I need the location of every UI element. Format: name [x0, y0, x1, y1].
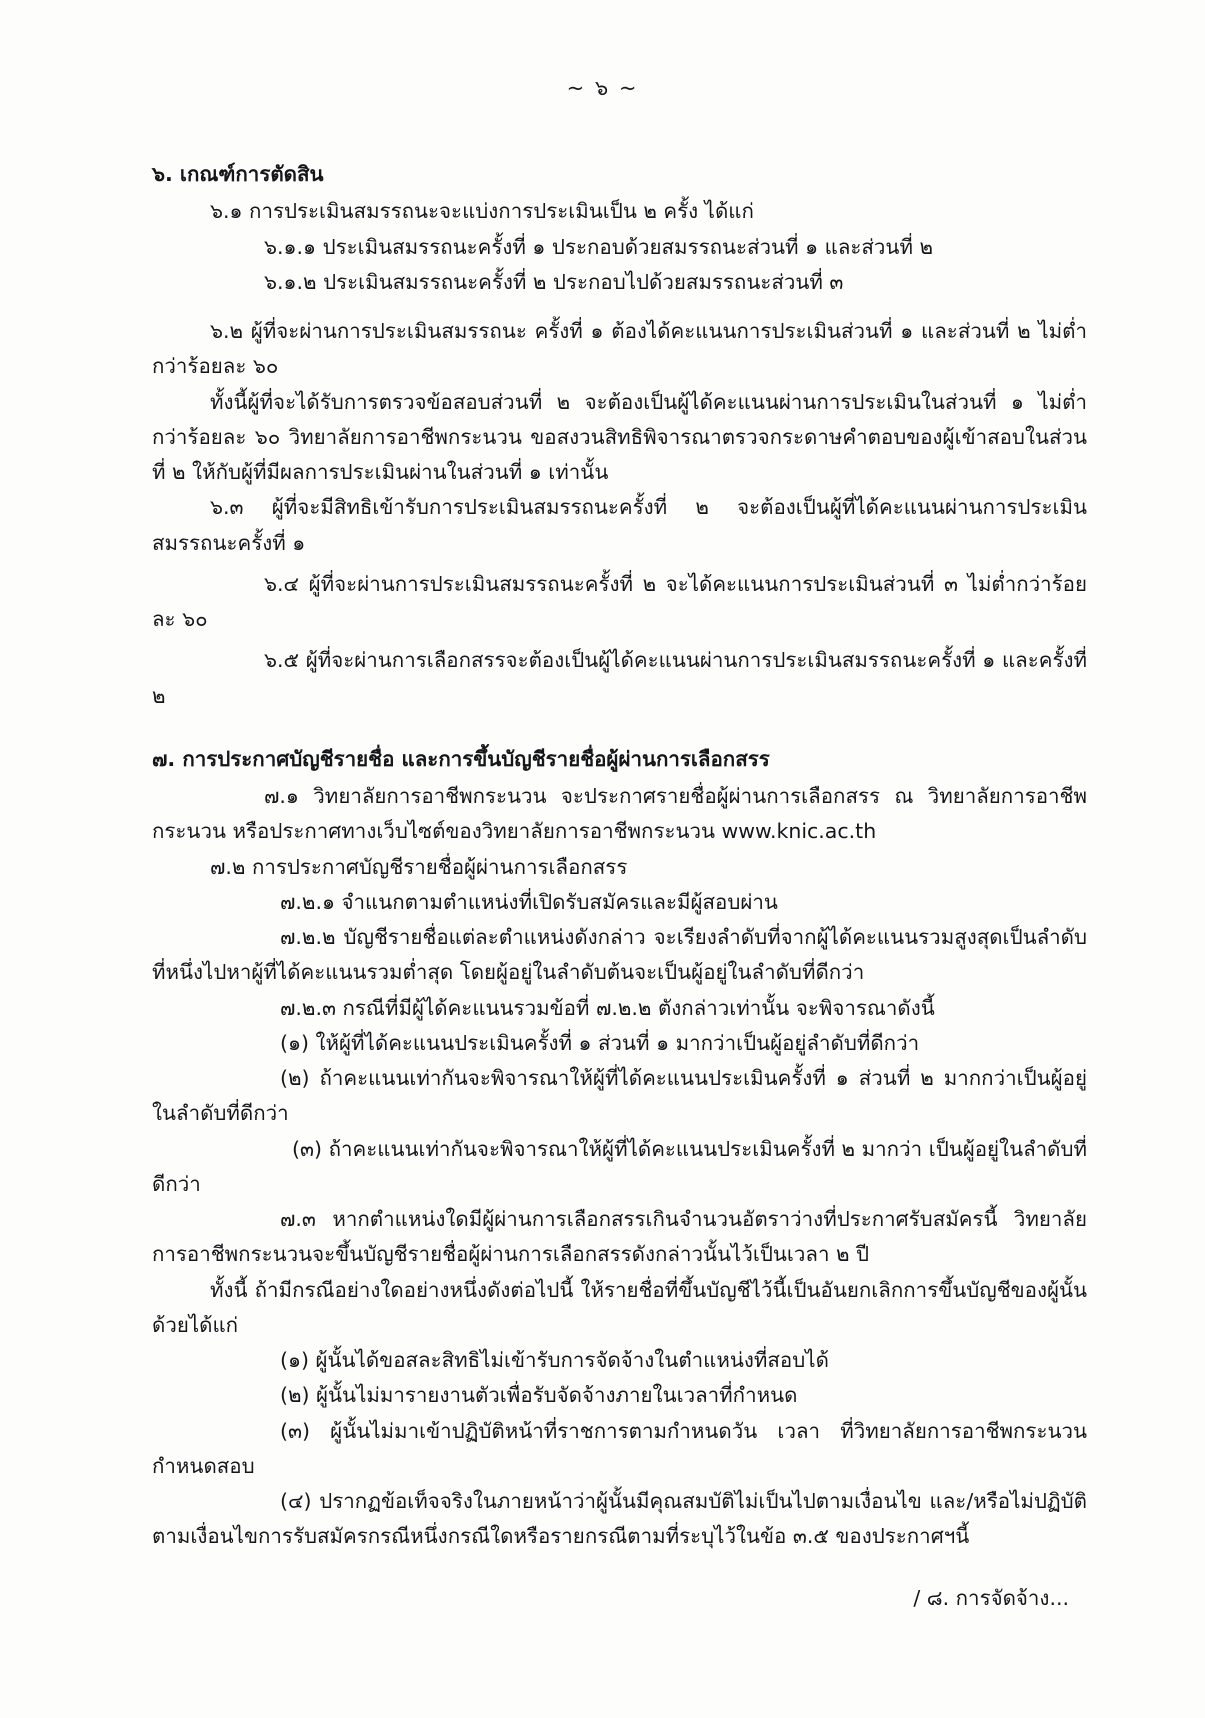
document-body: [0, 105, 1205, 1616]
section-6-heading: ๖. เกณฑ์การตัดสิน: [152, 162, 324, 186]
paragraph-6-4: ๖.๔ ผู้ที่จะผ่านการประเมินสมรรถนะครั้งที่ ๒ จะได้คะแนนการประเมินส่วนที่ ๓ ไม่ต่ำกว่าร้อยละ ๖๐: [152, 571, 1087, 631]
paragraph-7-2-1: ๗.๒.๑ จำแนกตามตำแหน่งที่เปิดรับสมัครและมีผู้สอบผ่าน: [280, 889, 778, 914]
paragraph-7-2-3: ๗.๒.๓ กรณีที่มีผู้ได้คะแนนรวมข้อที่ ๗.๒.๒ ตังกล่าวเท่านั้น จะพิจารณาดังนี้: [280, 995, 935, 1020]
paragraph-7-2: ๗.๒ การประกาศบัญชีรายชื่อผู้ผ่านการเลือกสรร: [210, 854, 628, 879]
paragraph-7-2-2: ๗.๒.๒ บัญชีรายชื่อแต่ละตำแหน่งดังกล่าว จะเรียงลำดับที่จากผู้ได้คะแนนรวมสูงสุดเป็นลำดับที่หนึ่งไปหาผู้ที่ได้คะแนนรวมต่ำสุด โดยผู้อยู่ในลำดับต้นจะเป็นผู้อยู่ในลำดับที่ดีกว่า: [152, 925, 1087, 985]
paragraph-7-2-3-item-1: (๑) ให้ผู้ที่ได้คะแนนประเมินครั้งที่ ๑ ส่วนที่ ๑ มากว่าเป็นผู้อยู่ลำดับที่ดีกว่า: [280, 1030, 920, 1055]
paragraph-7-2-3-item-2: (๒) ถ้าคะแนนเท่ากันจะพิจารณาให้ผู้ที่ได้คะแนนประเมินครั้งที่ ๑ ส่วนที่ ๒ มากกว่าเป็นผู้อยู่ในลำดับที่ดีกว่า: [152, 1066, 1087, 1126]
paragraph-7-3: ๗.๓ หากตำแหน่งใดมีผู้ผ่านการเลือกสรรเกินจำนวนอัตราว่างที่ประกาศรับสมัครนี้ วิทยาลัยการอาชีพกระนวนจะขึ้นบัญชีรายชื่อผู้ผ่านการเลือกสรรดังกล่าวนั้นไว้เป็นเวลา ๒ ปี: [152, 1207, 1087, 1267]
paragraph-6-1-1: ๖.๑.๑ ประเมินสมรรถนะครั้งที่ ๑ ประกอบด้วยสมรรถนะส่วนที่ ๑ และส่วนที่ ๒: [264, 234, 933, 259]
paragraph-6-3: ๖.๓ ผู้ที่จะมีสิทธิเข้ารับการประเมินสมรรถนะครั้งที่ ๒ จะต้องเป็นผู้ที่ได้คะแนนผ่านการประเมินสมรรถนะครั้งที่ ๑: [152, 495, 1087, 555]
paragraph-7-3-note: ทั้งนี้ ถ้ามีกรณีอย่างใดอย่างหนึ่งดังต่อไปนี้ ให้รายชื่อที่ขึ้นบัญชีไว้นี้เป็นอันยกเลิกการขึ้นบัญชีของผู้นั้นด้วยได้แก่: [152, 1277, 1087, 1337]
paragraph-6-1: ๖.๑ การประเมินสมรรถนะจะแบ่งการประเมินเป็น ๒ ครั้ง ได้แก่: [210, 199, 754, 224]
paragraph-6-1-2: ๖.๑.๒ ประเมินสมรรถนะครั้งที่ ๒ ประกอบไปด้วยสมรรถนะส่วนที่ ๓: [264, 269, 844, 294]
paragraph-6-5: ๖.๕ ผู้ที่จะผ่านการเลือกสรรจะต้องเป็นผู้ได้คะแนนผ่านการประเมินสมรรถนะครั้งที่ ๑ และครั้งที่ ๒: [152, 648, 1087, 708]
page-footer-note: / ๘. การจัดจ้าง...: [913, 1585, 1069, 1610]
paragraph-7-3-item-3: (๓) ผู้นั้นไม่มาเข้าปฏิบัติหน้าที่ราชการตามกำหนดวัน เวลา ที่วิทยาลัยการอาชีพกระนวนกำหนดสอบ: [152, 1418, 1087, 1478]
page-number: ~ ๖ ~: [566, 76, 639, 100]
paragraph-7-3-item-2: (๒) ผู้นั้นไม่มารายงานตัวเพื่อรับจัดจ้างภายในเวลาที่กำหนด: [280, 1383, 798, 1408]
paragraph-6-2-note: ทั้งนี้ผู้ที่จะได้รับการตรวจข้อสอบส่วนที่ ๒ จะต้องเป็นผู้ได้คะแนนผ่านการประเมินในส่วนที่ ๑ ไม่ต่ำกว่าร้อยละ ๖๐ วิทยาลัยการอาชีพกระนวน ขอสงวนสิทธิพิจารณาตรวจกระดาษคำตอบของผู้เข้าสอบในส่วนที่ ๒ ให้กับผู้ที่มีผลการประเมินผ่านในส่วนที่ ๑ เท่านั้น: [152, 389, 1087, 484]
paragraph-6-2: ๖.๒ ผู้ที่จะผ่านการประเมินสมรรถนะ ครั้งที่ ๑ ต้องได้คะแนนการประเมินส่วนที่ ๑ และส่วนที่ ๒ ไม่ต่ำกว่าร้อยละ ๖๐: [152, 319, 1087, 379]
paragraph-7-2-3-item-3: (๓) ถ้าคะแนนเท่ากันจะพิจารณาให้ผู้ที่ได้คะแนนประเมินครั้งที่ ๒ มากว่า เป็นผู้อยู่ในลำดับที่ดีกว่า: [152, 1136, 1087, 1196]
paragraph-7-3-item-4: (๔) ปรากฏข้อเท็จจริงในภายหน้าว่าผู้นั้นมีคุณสมบัติไม่เป็นไปตามเงื่อนไข และ/หรือไม่ปฏิบัติตามเงื่อนไขการรับสมัครกรณีหนึ่งกรณีใดหรือรายกรณีตามที่ระบุไว้ในข้อ ๓.๕ ของประกาศฯนี้: [152, 1489, 1087, 1549]
paragraph-7-1: ๗.๑ วิทยาลัยการอาชีพกระนวน จะประกาศรายชื่อผู้ผ่านการเลือกสรร ณ วิทยาลัยการอาชีพกระนวน หรือประกาศทางเว็บไซต์ของวิทยาลัยการอาชีพกระนวน www.knic.ac.th: [152, 784, 1087, 844]
paragraph-7-3-item-1: (๑) ผู้นั้นได้ขอสละสิทธิไม่เข้ารับการจัดจ้างในตำแหน่งที่สอบได้: [280, 1348, 829, 1372]
section-7-heading: ๗. การประกาศบัญชีรายชื่อ และการขึ้นบัญชีรายชื่อผู้ผ่านการเลือกสรร: [152, 746, 770, 771]
